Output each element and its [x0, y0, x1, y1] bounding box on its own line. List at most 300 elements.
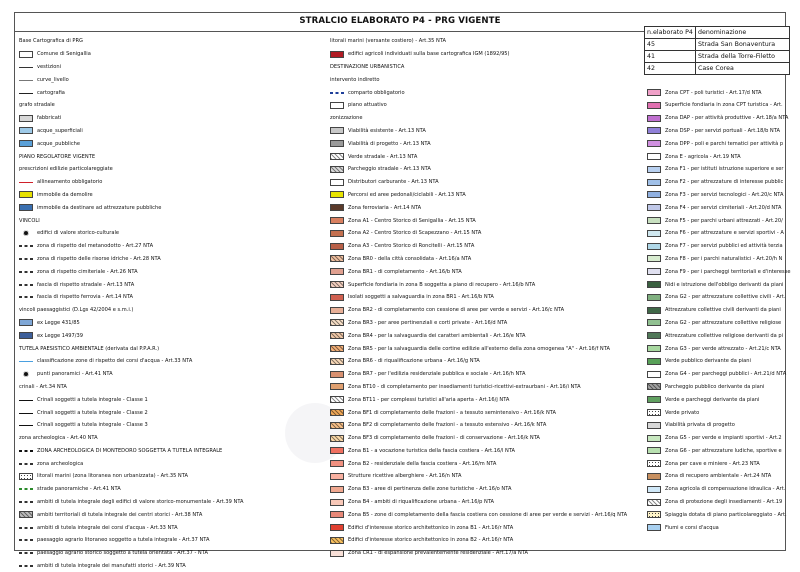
- legend-row: [330, 381, 648, 394]
- line-symbol-icon: [19, 425, 33, 426]
- legend-label: Zona per cave e miniere - Art.23 NTA: [665, 460, 760, 467]
- legend-row: [647, 291, 787, 304]
- page-title: STRALCIO ELABORATO P4 - PRG VIGENTE: [15, 13, 785, 32]
- legend-row: [19, 393, 325, 406]
- legend-label: TUTELA PAESISTICO AMBIENTALE (derivata dal P.P.A.R.): [19, 345, 160, 352]
- legend-row: [647, 393, 787, 406]
- legend-label: Strutture ricettive alberghiere - Art.16/n NTA: [348, 473, 462, 480]
- color-swatch-icon: [19, 332, 33, 339]
- dashed-area-symbol-icon: [19, 245, 33, 247]
- legend-row: [330, 278, 648, 291]
- color-swatch-icon: [330, 511, 344, 518]
- sheet-info-table: [644, 26, 790, 75]
- color-swatch-icon: [19, 127, 33, 134]
- legend-row: [19, 48, 325, 61]
- legend-row: [19, 253, 325, 266]
- legend-label: Viabilità di progetto - Art.13 NTA: [348, 140, 431, 147]
- legend-row: [647, 355, 787, 368]
- legend-row: [330, 457, 648, 470]
- legend-label: Verde e parcheggi derivante da piani: [665, 396, 760, 403]
- color-swatch-icon: [647, 166, 661, 173]
- legend-row: [19, 419, 325, 432]
- legend-row: [19, 73, 325, 86]
- line-symbol-icon: [19, 361, 33, 362]
- color-swatch-icon: [647, 127, 661, 134]
- legend-row: [330, 73, 648, 86]
- color-swatch-icon: [647, 396, 661, 403]
- color-swatch-icon: [330, 51, 344, 58]
- hatched-swatch-icon: [330, 435, 344, 442]
- legend-label: Zona F5 - per parchi urbani attrezzati - Art.20/: [665, 217, 783, 224]
- legend-label: Attrezzature collettive religiose derivanti da pi: [665, 332, 784, 339]
- legend-row: [647, 73, 787, 86]
- legend-label: acque_superficiali: [37, 127, 83, 134]
- dashed-area-symbol-icon: [19, 501, 33, 503]
- legend-row: [19, 278, 325, 291]
- legend-row: [19, 291, 325, 304]
- legend-label: crinali - Art.34 NTA: [19, 383, 67, 390]
- legend-label: Zona A3 - Centro Storico di Roncitelli - Art.15 NTA: [348, 243, 475, 250]
- legend-row: [647, 304, 787, 317]
- color-swatch-icon: [647, 102, 661, 109]
- info-header-name: denominazione: [696, 27, 790, 39]
- legend-label: fascia di rispetto stradale - Art.13 NTA: [37, 281, 135, 288]
- legend-row: [19, 368, 325, 381]
- legend-row: [647, 496, 787, 509]
- legend-row: [647, 445, 787, 458]
- color-swatch-icon: [330, 383, 344, 390]
- legend-label: Zona DSP - per servizi portuali - Art.18/b NTA: [665, 127, 780, 134]
- legend-row: [647, 432, 787, 445]
- legend-row: [19, 432, 325, 445]
- legend-label: ex Legge 431/85: [37, 319, 80, 326]
- legend-row: [19, 496, 325, 509]
- legend-label: vincoli paesaggistici (D.Lgs 42/2004 e s.m.i.): [19, 307, 134, 314]
- legend-label: Zona E - agricola - Art.19 NTA: [665, 153, 741, 160]
- legend-row: [19, 508, 325, 521]
- legend-label: Zona G3 - per verde attrezzato - Art.21/c NTA: [665, 345, 781, 352]
- info-header-number: n.elaborato P4: [645, 27, 696, 39]
- color-swatch-icon: [19, 191, 33, 198]
- legend-label: curve_livello: [37, 76, 69, 83]
- color-swatch-icon: [330, 179, 344, 186]
- legend-label: DESTINAZIONE URBANISTICA: [330, 63, 405, 70]
- legend-label: Zona BR4 - per la salvaguardia dei caratteri ambientali - Art.16/e NTA: [348, 332, 526, 339]
- hatched-swatch-icon: [330, 537, 344, 544]
- legend-row: [330, 470, 648, 483]
- legend-row: [330, 304, 648, 317]
- dashed-area-symbol-icon: [19, 296, 33, 298]
- legend-label: Edifici d'interesse storico architettonico in zona B1 - Art.16/r NTA: [348, 524, 514, 531]
- legend-row: [19, 214, 325, 227]
- color-swatch-icon: [330, 217, 344, 224]
- legend-label: immobile da demolire: [37, 191, 93, 198]
- legend-label: Nidi e istruzione dell'obbligo derivanti da piani: [665, 281, 784, 288]
- legend-label: immobile da destinare ad attrezzature pubbliche: [37, 204, 162, 211]
- dotted-swatch-icon: [647, 409, 661, 416]
- legend-row: [19, 470, 325, 483]
- legend-label: Zona BR5 - per la salvaguardia delle cortine edilizie all'esterno della zona omogenea "A" - Art.16/f NTA: [348, 345, 610, 352]
- legend-row: [330, 201, 648, 214]
- legend-row: [19, 125, 325, 138]
- legend-label: Zona F8 - per i parchi naturalistici - Art.20/h N: [665, 255, 783, 262]
- legend-label: Distributori carburante - Art.13 NTA: [348, 179, 439, 186]
- legend-label: paesaggio agrario storico soggetto a tutela orientata - Art.37 - NTA: [37, 550, 208, 557]
- legend-row: [19, 342, 325, 355]
- legend-label: punti panoramici - Art.41 NTA: [37, 371, 113, 378]
- legend-row: [647, 508, 787, 521]
- color-swatch-icon: [330, 486, 344, 493]
- legend-label: prescrizioni edilizie particolareggiate: [19, 166, 113, 173]
- legend-label: Verde privato: [665, 409, 700, 416]
- color-swatch-icon: [647, 204, 661, 211]
- hatched-swatch-icon: [330, 255, 344, 262]
- legend-label: vestizioni: [37, 63, 62, 70]
- star-symbol-icon: ✹: [22, 228, 30, 238]
- legend-row: [19, 163, 325, 176]
- legend-row: [330, 342, 648, 355]
- color-swatch-icon: [647, 447, 661, 454]
- legend-row: [647, 278, 787, 291]
- color-swatch-icon: [647, 89, 661, 96]
- legend-label: Zona BR1 - di completamento - Art.16/b NTA: [348, 268, 462, 275]
- legend-row: [647, 419, 787, 432]
- line-symbol-icon: [19, 182, 33, 183]
- dashed-area-symbol-icon: [19, 565, 33, 567]
- legend-row: [19, 99, 325, 112]
- color-swatch-icon: [647, 191, 661, 198]
- legend-row: [330, 112, 648, 125]
- legend-row: [647, 521, 787, 534]
- legend-row: [330, 291, 648, 304]
- legend-row: [330, 432, 648, 445]
- legend-column-1: [19, 35, 325, 572]
- legend-label: Zona F3 - per servizi tecnologici - Art.20/c NTA: [665, 191, 784, 198]
- dashed-area-symbol-icon: [19, 463, 33, 465]
- legend-label: ZONA ARCHEOLOGICA DI MONTEDORO SOGGETTA A TUTELA INTEGRALE: [37, 447, 223, 454]
- line-symbol-icon: [19, 93, 33, 94]
- legend-row: [19, 35, 325, 48]
- legend-label: Zona G2 - per attrezzature collettive civili - Art.: [665, 294, 786, 301]
- legend-label: Zona CPT - poli turistici - Art.17/d NTA: [665, 89, 762, 96]
- color-swatch-icon: [647, 307, 661, 314]
- legend-row: [647, 381, 787, 394]
- legend-row: [330, 483, 648, 496]
- legend-label: Zona B3 - aree di pertinenza delle zone turistiche - Art.16/o NTA: [348, 486, 512, 493]
- legend-label: Zona BT11 - per complessi turistici all'aria aperta - Art.16/j NTA: [348, 396, 510, 403]
- legend-row: [330, 125, 648, 138]
- legend-row: [330, 265, 648, 278]
- legend-row: [330, 329, 648, 342]
- color-swatch-icon: [647, 268, 661, 275]
- color-swatch-icon: [647, 140, 661, 147]
- legend-label: cartografia: [37, 89, 65, 96]
- legend-row: [330, 521, 648, 534]
- legend-row: [647, 201, 787, 214]
- star-symbol-icon: ✹: [22, 369, 30, 379]
- legend-row: [330, 253, 648, 266]
- legend-label: Zona G6 - per attrezzature ludiche, sportive e: [665, 447, 782, 454]
- legend-row: [647, 150, 787, 163]
- legend-label: fabbricati: [37, 115, 62, 122]
- legend-row: [330, 508, 648, 521]
- legend-column-3: [647, 35, 791, 534]
- info-cell-name: Strada della Torre-Filetto: [696, 51, 790, 63]
- legend-label: classificazione zone di rispetto dei corsi d'acqua - Art.33 NTA: [37, 358, 193, 365]
- dashed-area-symbol-icon: [19, 527, 33, 529]
- legend-row: [330, 419, 648, 432]
- dotted-swatch-icon: [647, 511, 661, 518]
- color-swatch-icon: [330, 230, 344, 237]
- legend-label: Base Cartografica di PRG: [19, 38, 83, 45]
- legend-row: [647, 265, 791, 278]
- legend-row: [330, 163, 648, 176]
- color-swatch-icon: [330, 127, 344, 134]
- info-table-header: [645, 27, 790, 39]
- hatched-swatch-icon: [330, 281, 344, 288]
- color-swatch-icon: [647, 319, 661, 326]
- line-symbol-icon: [19, 400, 33, 401]
- dotted-swatch-icon: [19, 473, 33, 480]
- color-swatch-icon: [330, 371, 344, 378]
- legend-label: Zona BR2 - di completamento con cessione di aree per verde e servizi - Art.16/c NTA: [348, 307, 565, 314]
- legend-label: Parcheggio stradale - Art.13 NTA: [348, 166, 431, 173]
- legend-row: [19, 534, 325, 547]
- legend-row: [647, 329, 787, 342]
- color-swatch-icon: [647, 358, 661, 365]
- legend-label: Zona di recupero ambientale - Art.24 NTA: [665, 473, 772, 480]
- dashed-area-symbol-icon: [19, 258, 33, 260]
- legend-row: [19, 137, 325, 150]
- line-symbol-icon: [19, 80, 33, 81]
- legend-label: Zona agricola di compensazione idraulica - Art.: [665, 486, 786, 493]
- legend-label: Percorsi ed aree pedonali/ciclabili - Art.13 NTA: [348, 191, 466, 198]
- legend-label: Zona F2 - per attrezzature di interesse pubblic: [665, 179, 784, 186]
- color-swatch-icon: [330, 499, 344, 506]
- legend-label: ambiti di tutela integrale dei corsi d'acqua - Art.33 NTA: [37, 524, 178, 531]
- legend-label: zona archeologica - Art.40 NTA: [19, 435, 98, 442]
- legend-label: Zona G4 - per parcheggi pubblici - Art.21/d NTA: [665, 371, 787, 378]
- color-swatch-icon: [330, 191, 344, 198]
- color-swatch-icon: [330, 524, 344, 531]
- color-swatch-icon: [330, 473, 344, 480]
- dotted-swatch-icon: [647, 460, 661, 467]
- legend-label: litorali marini (zona litoranea non urbanizzata) - Art.35 NTA: [37, 473, 188, 480]
- color-swatch-icon: [19, 115, 33, 122]
- legend-label: Parcheggio pubblico derivante da piani: [665, 383, 765, 390]
- legend-row: [647, 163, 787, 176]
- legend-row: [19, 457, 325, 470]
- legend-row: [330, 368, 648, 381]
- hatched-swatch-icon: [330, 319, 344, 326]
- legend-row: [647, 406, 787, 419]
- legend-label: litorali marini (versante costiero) - Art.35 NTA: [330, 38, 447, 45]
- color-swatch-icon: [330, 307, 344, 314]
- legend-label: zona di rispetto del metanodotto - Art.27 NTA: [37, 243, 154, 250]
- legend-label: PIANO REGOLATORE VIGENTE: [19, 153, 96, 160]
- legend-row: [330, 227, 648, 240]
- legend-label: Crinali soggetti a tutela integrale - Classe 1: [37, 396, 148, 403]
- legend-label: Zona F6 - per attrezzature e servizi sportivi - A: [665, 230, 784, 237]
- info-cell-name: Case Corea: [696, 63, 790, 75]
- legend-row: [19, 547, 325, 560]
- legend-row: [647, 125, 787, 138]
- color-swatch-icon: [19, 140, 33, 147]
- legend-row: [19, 189, 325, 202]
- legend-label: Zona F1 - per istituti istruzione superiore e ser: [665, 166, 784, 173]
- legend-label: Zona F9 - per i parcheggi territoriali e d'interesse: [665, 268, 791, 275]
- color-swatch-icon: [647, 524, 661, 531]
- legend-row: [19, 304, 325, 317]
- hatched-swatch-icon: [330, 409, 344, 416]
- legend-row: [19, 227, 325, 240]
- color-swatch-icon: [647, 294, 661, 301]
- hatched-swatch-icon: [19, 511, 33, 518]
- legend-row: [19, 176, 325, 189]
- legend-label: fascia di rispetto ferrovia - Art.14 NTA: [37, 294, 134, 301]
- dashed-area-symbol-icon: [330, 92, 344, 94]
- legend-label: intervento indiretto: [330, 76, 380, 83]
- legend-label: Verde stradale - Art.13 NTA: [348, 153, 418, 160]
- legend-row: [19, 560, 325, 572]
- legend-label: ambiti territoriali di tutela integrale dei centri storici - Art.38 NTA: [37, 511, 203, 518]
- legend-row: [330, 48, 648, 61]
- legend-label: Fiumi e corsi d'acqua: [665, 524, 719, 531]
- legend-row: [330, 137, 648, 150]
- legend-row: [330, 406, 648, 419]
- legend-label: zona di rispetto cimiteriale - Art.26 NTA: [37, 268, 138, 275]
- legend-label: ambiti di tutela integrale dei manufatti storici - Art.39 NTA: [37, 563, 186, 570]
- legend-label: Crinali soggetti a tutela integrale - Classe 3: [37, 422, 148, 429]
- color-swatch-icon: [330, 102, 344, 109]
- legend-row: [647, 86, 787, 99]
- color-swatch-icon: [330, 204, 344, 211]
- legend-row: [19, 150, 325, 163]
- legend-row: [647, 240, 787, 253]
- legend-row: [19, 240, 325, 253]
- legend-row: [330, 176, 648, 189]
- legend-label: piano attuativo: [348, 102, 387, 109]
- legend-row: [330, 534, 648, 547]
- legend-row: [647, 189, 787, 202]
- legend-label: Comune di Senigallia: [37, 51, 91, 58]
- legend-row: [330, 496, 648, 509]
- legend-label: zonizzazione: [330, 115, 363, 122]
- legend-label: allineamento obbligatorio: [37, 179, 103, 186]
- legend-row: [19, 355, 325, 368]
- color-swatch-icon: [647, 230, 661, 237]
- legend-row: [19, 445, 325, 458]
- dashed-area-symbol-icon: [19, 271, 33, 273]
- legend-column-2: [330, 35, 648, 560]
- legend-label: grafo stradale: [19, 102, 55, 109]
- legend-label: Zona A2 - Centro Storico di Scapezzano - Art.15 NTA: [348, 230, 482, 237]
- hatched-swatch-icon: [330, 358, 344, 365]
- color-swatch-icon: [647, 422, 661, 429]
- legend-row: [19, 521, 325, 534]
- legend-row: [647, 457, 787, 470]
- legend-row: [647, 253, 787, 266]
- color-swatch-icon: [647, 255, 661, 262]
- legend-label: Attrezzature collettive civili derivanti da piani: [665, 307, 781, 314]
- color-swatch-icon: [330, 460, 344, 467]
- legend-row: [330, 240, 648, 253]
- legend-label: Verde pubblico derivante da piani: [665, 358, 751, 365]
- legend-row: [330, 355, 648, 368]
- info-cell-number: 42: [645, 63, 696, 75]
- info-cell-number: 41: [645, 51, 696, 63]
- legend-row: [330, 445, 648, 458]
- color-swatch-icon: [647, 217, 661, 224]
- legend-row: [330, 99, 648, 112]
- color-swatch-icon: [647, 153, 661, 160]
- color-swatch-icon: [330, 268, 344, 275]
- legend-row: [330, 547, 648, 560]
- legend-label: Zona DAP - per attività produttive - Art.18/a NTA: [665, 115, 789, 122]
- legend-label: Zona BR3 - per aree pertinenziali e corti private - Art.16/d NTA: [348, 319, 508, 326]
- legend-row: [330, 317, 648, 330]
- legend-row: [19, 483, 325, 496]
- legend-row: [647, 214, 787, 227]
- legend-label: Isolati soggetti a salvaguardia in zona BR1 - Art.16/b NTA: [348, 294, 494, 301]
- legend-row: [647, 112, 787, 125]
- color-swatch-icon: [647, 281, 661, 288]
- dashed-area-symbol-icon: [19, 488, 33, 490]
- legend-label: Zona G2 - per attrezzature collettive religiose: [665, 319, 782, 326]
- legend-row: [19, 329, 325, 342]
- legend-label: edifici di valore storico-culturale: [37, 230, 120, 237]
- legend-label: Zona BR6 - di riqualificazione urbana - Art.16/g NTA: [348, 358, 480, 365]
- legend-row: [647, 137, 787, 150]
- legend-row: [19, 317, 325, 330]
- legend-row: [647, 483, 787, 496]
- legend-row: [647, 342, 787, 355]
- info-cell-name: Strada San Bonaventura: [696, 39, 790, 51]
- dashed-area-symbol-icon: [19, 450, 33, 452]
- legend-row: [647, 176, 787, 189]
- legend-row: [647, 317, 787, 330]
- legend-row: [330, 214, 648, 227]
- legend-label: zona di rispetto delle risorse idriche - Art.28 NTA: [37, 255, 161, 262]
- color-swatch-icon: [330, 447, 344, 454]
- color-swatch-icon: [647, 332, 661, 339]
- legend-row: [330, 86, 648, 99]
- legend-label: Edifici d'interesse storico architettonico in zona B2 - Art.16/r NTA: [348, 537, 514, 544]
- color-swatch-icon: [647, 371, 661, 378]
- legend-label: Zona BF3 di completamento delle frazioni - di conservazione - Art.16/k NTA: [348, 435, 540, 442]
- legend-row: [19, 61, 325, 74]
- info-table-row: [645, 39, 790, 51]
- hatched-swatch-icon: [647, 383, 661, 390]
- hatched-swatch-icon: [330, 422, 344, 429]
- legend-label: Superficie fondiaria in zona CPT turistica - Art.: [665, 102, 783, 109]
- color-swatch-icon: [647, 179, 661, 186]
- line-symbol-icon: [19, 413, 33, 414]
- hatched-swatch-icon: [330, 153, 344, 160]
- legend-label: Crinali soggetti a tutela integrale - Classe 2: [37, 409, 148, 416]
- hatched-swatch-icon: [330, 332, 344, 339]
- legend-label: Zona BR7 - per l'edilizia residenziale pubblica e sociale - Art.16/h NTA: [348, 371, 526, 378]
- legend-row: [330, 150, 648, 163]
- hatched-swatch-icon: [647, 499, 661, 506]
- color-swatch-icon: [330, 140, 344, 147]
- legend-label: Zona BF1 di completamento delle frazioni - a tessuto semintensivo - Art.16/k NTA: [348, 409, 556, 416]
- legend-label: acque_pubbliche: [37, 140, 80, 147]
- legend-label: edifici agricoli individuati sulla base cartografica IGM (1892/95): [348, 51, 510, 58]
- color-swatch-icon: [19, 204, 33, 211]
- legend-label: Zona BT10 - di completamento per insediamenti turistici-ricettivi-extraurbani - Art.16/i NTA: [348, 383, 581, 390]
- legend-label: Zona DPP - poli e parchi tematici per attività p: [665, 140, 784, 147]
